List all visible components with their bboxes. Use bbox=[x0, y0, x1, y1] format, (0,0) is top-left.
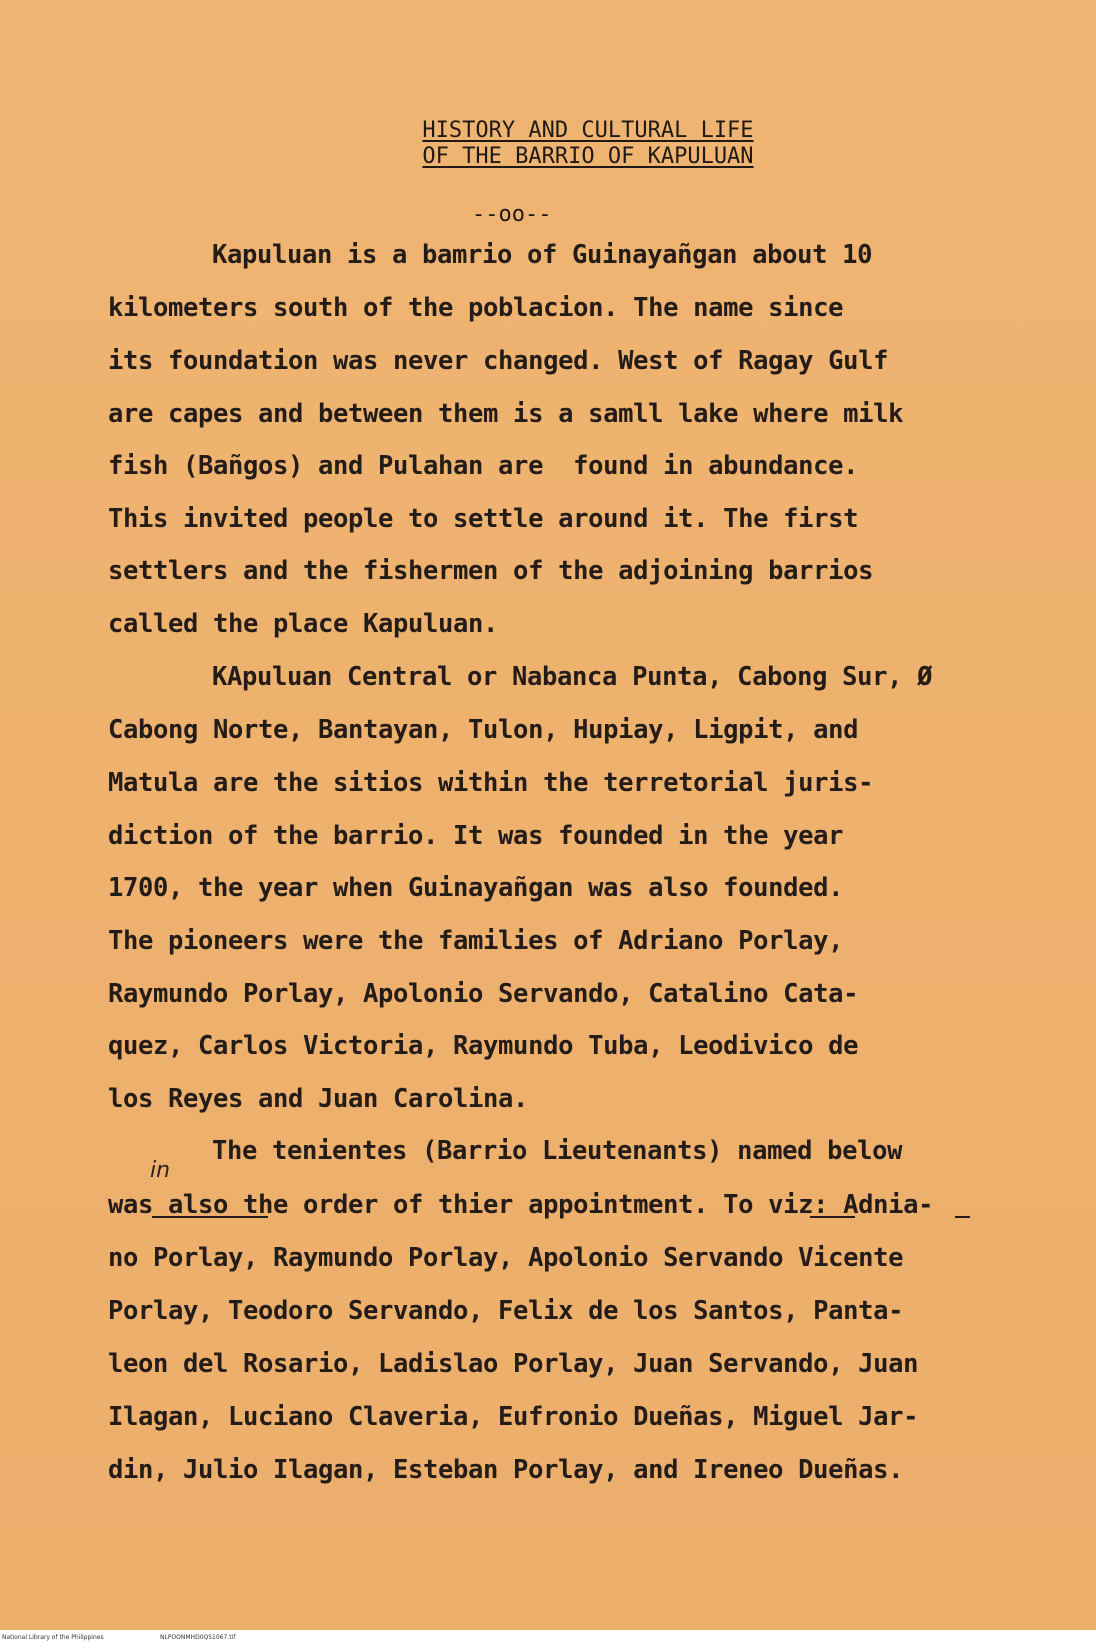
text-line: The pioneers were the families of Adriano Porlay, bbox=[108, 926, 844, 956]
text-line: kilometers south of the poblacion. The name since bbox=[108, 293, 844, 323]
text-line: diction of the barrio. It was founded in the year bbox=[108, 821, 844, 851]
text-line: called the place Kapuluan. bbox=[108, 609, 499, 639]
text-line: This invited people to settle around it. The first bbox=[108, 504, 859, 534]
scan-footer bbox=[0, 1630, 1096, 1650]
text-line: are capes and between them is a samll lake where milk bbox=[108, 399, 904, 429]
text-line: was also the order of thier appointment. To viz: Adnia- bbox=[108, 1190, 934, 1220]
text-line: fish (Bañgos) and Pulahan are found in abundance. bbox=[108, 451, 859, 481]
text-line: Matula are the sitios within the terretorial juris- bbox=[108, 768, 874, 798]
separator: --oo-- bbox=[472, 202, 552, 227]
text-line: leon del Rosario, Ladislao Porlay, Juan Servando, Juan bbox=[108, 1349, 919, 1379]
footer-filename: NLPOONMHD0Q51067.tif bbox=[160, 1634, 236, 1641]
text-line: din, Julio Ilagan, Esteban Porlay, and Ireneo Dueñas. bbox=[108, 1455, 904, 1485]
text-line: Cabong Norte, Bantayan, Tulon, Hupiay, Ligpit, and bbox=[108, 715, 859, 745]
footer-library: National Library of the Philippines bbox=[2, 1634, 104, 1641]
text-line: los Reyes and Juan Carolina. bbox=[108, 1084, 529, 1114]
text-line: its foundation was never changed. West of Ragay Gulf bbox=[108, 346, 889, 376]
text-line: Porlay, Teodoro Servando, Felix de los Santos, Panta- bbox=[108, 1296, 904, 1326]
text-line: Ilagan, Luciano Claveria, Eufronio Dueñas, Miguel Jar- bbox=[108, 1402, 919, 1432]
text-line: KApuluan Central or Nabanca Punta, Cabong Sur, Ø bbox=[212, 662, 933, 692]
text-line: Kapuluan is a bamrio of Guinayañgan about 10 bbox=[212, 240, 873, 270]
text-line: 1700, the year when Guinayañgan was also founded. bbox=[108, 873, 844, 903]
title-line-1: HISTORY AND CULTURAL LIFE bbox=[422, 118, 754, 143]
title-line-2: OF THE BARRIO OF KAPULUAN bbox=[422, 144, 754, 169]
text-line: Raymundo Porlay, Apolonio Servando, Catalino Cata- bbox=[108, 979, 859, 1009]
text-line: no Porlay, Raymundo Porlay, Apolonio Servando Vicente bbox=[108, 1243, 904, 1273]
text-line: The tenientes (Barrio Lieutenants) named below bbox=[212, 1136, 903, 1166]
text-line: quez, Carlos Victoria, Raymundo Tuba, Leodivico de bbox=[108, 1031, 859, 1061]
handwritten-insert: in bbox=[150, 1158, 171, 1183]
strikethrough-marks bbox=[150, 1205, 970, 1229]
text-line: settlers and the fishermen of the adjoining barrios bbox=[108, 556, 874, 586]
